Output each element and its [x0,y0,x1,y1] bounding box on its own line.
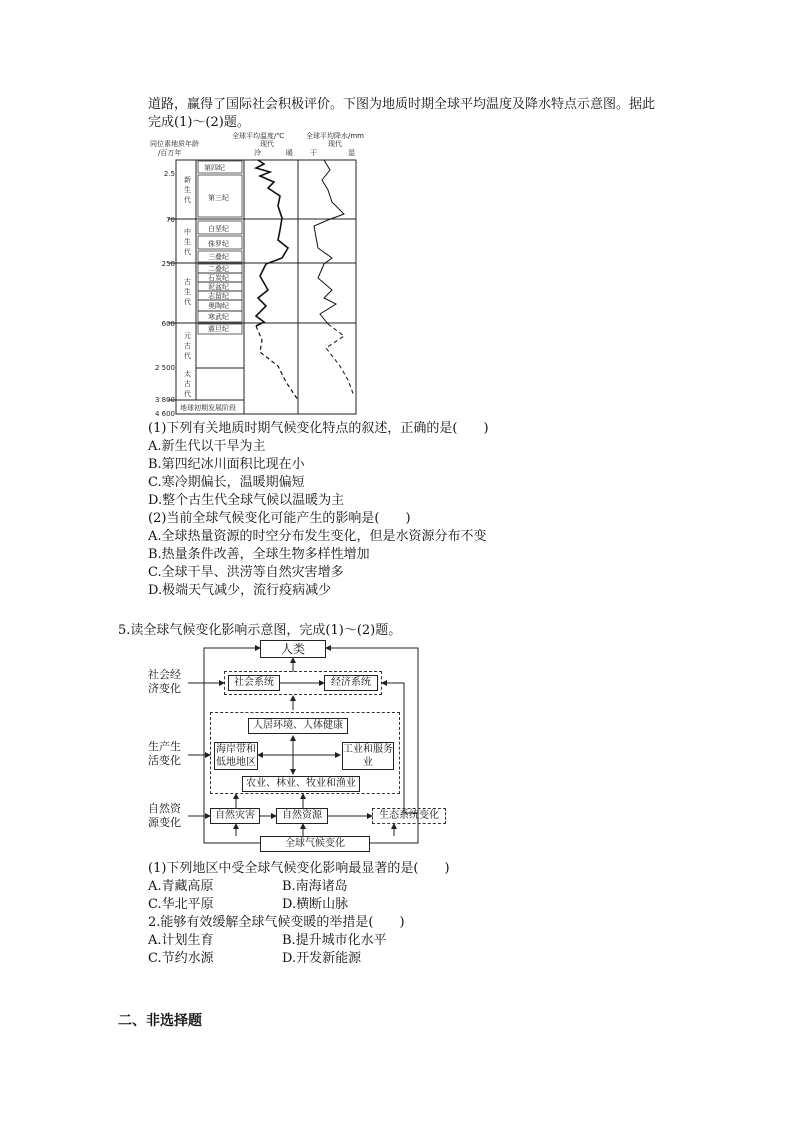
q4-1-option-b: B.第四纪冰川面积比现在小 [148,457,305,472]
age-3: 600 [161,320,175,328]
human-box: 人类 [260,640,326,658]
q5-1-option-c: C.华北平原 [148,897,214,912]
wet-label: 湿 [348,149,355,157]
q5-1-option-b: B.南海诸岛 [282,879,348,894]
climate-impact-diagram [148,638,458,860]
q4-2-option-a: A.全球热量资源的时空分布发生变化，但是水资源分布不变 [148,529,487,544]
economic-system-box: 经济系统 [324,675,378,691]
period-0: 第四纪 [204,164,225,172]
climate-change-box: 全球气候变化 [260,836,370,852]
resources-box: 自然资源 [276,808,328,824]
section-2-heading: 二、非选择题 [118,1013,202,1029]
q5-2-option-a: A.计划生育 [148,933,214,948]
period-6: 石炭纪 [208,274,229,282]
age-1: 70 [166,216,175,224]
q5-1-option-d: D.横断山脉 [282,897,349,912]
q5-2-stem: 2.能够有效缓解全球气候变暖的举措是( ) [148,915,405,930]
svg-text:生: 生 [184,238,191,246]
svg-text:古: 古 [184,342,191,350]
precip-now: 现代 [328,140,342,148]
period-2: 白垩纪 [208,225,229,233]
intro-line-2: 完成(1)～(2)题。 [148,115,250,130]
age-6: 4 600 [154,410,175,418]
svg-text:代: 代 [184,196,191,204]
age-5: 3 800 [154,396,175,404]
industry-box: 工业和服务业 [343,744,393,768]
col-temp-label: 全球平均温度/℃ [232,132,285,140]
period-10: 寒武纪 [208,313,229,321]
cold-label: 冷 [254,149,261,157]
age-0: 2.5 [163,170,175,178]
earliest-stage: 地球初期发展阶段 [180,404,236,412]
q4-1-option-a: A.新生代以干旱为主 [148,439,266,454]
svg-text:生: 生 [184,288,191,296]
q5-2-option-c: C.节约水源 [148,951,214,966]
side-label-life: 生产生活变化 [148,740,181,767]
living-env-box: 人居环境、人体健康 [248,718,348,734]
q5-1-stem: (1)下列地区中受全球气候变化影响最显著的是( ) [148,861,450,876]
q4-2-stem: (2)当前全球气候变化可能产生的影响是( ) [148,511,411,526]
q5-2-option-b: B.提升城市化水平 [282,933,387,948]
q4-2-option-b: B.热量条件改善，全球生物多样性增加 [148,547,370,562]
q4-2-option-d: D.极端天气减少，流行疫病减少 [148,583,332,598]
svg-text:代: 代 [184,298,191,306]
q4-1-stem: (1)下列有关地质时期气候变化特点的叙述，正确的是( ) [148,421,489,436]
period-3: 侏罗纪 [208,240,229,248]
disaster-box: 自然灾害 [210,808,260,824]
svg-text:中: 中 [184,228,191,236]
svg-text:元: 元 [184,332,191,340]
period-9: 奥陶纪 [208,302,229,310]
period-11: 震旦纪 [208,325,229,333]
period-7: 泥盆纪 [208,283,229,291]
svg-text:古: 古 [184,278,191,286]
geologic-climate-chart [148,130,368,420]
dry-label: 干 [310,149,317,157]
q5-2-option-d: D.开发新能源 [282,951,362,966]
col-age-unit: /百万年 [158,149,182,157]
q5-title: 5.读全球气候变化影响示意图，完成(1)～(2)题。 [118,623,402,638]
warm-label: 暖 [286,149,293,157]
q4-1-option-d: D.整个古生代全球气候以温暖为主 [148,493,345,508]
temp-now: 现代 [260,140,274,148]
q5-1-option-a: A.青藏高原 [148,879,214,894]
q4-1-option-c: C.寒冷期偏长，温暖期偏短 [148,475,305,490]
period-1: 第三纪 [208,194,229,202]
svg-text:代: 代 [184,248,191,256]
period-4: 三叠纪 [208,253,229,261]
col-age-label: 同位素地质年龄 [150,140,199,148]
agri-box: 农业、林业、牧业和渔业 [242,776,360,792]
svg-text:代: 代 [184,390,191,398]
svg-text:新: 新 [184,176,191,184]
svg-text:生: 生 [184,186,191,194]
q4-2-option-c: C.全球干旱、洪涝等自然灾害增多 [148,565,344,580]
age-2: 250 [161,260,175,268]
period-5: 二叠纪 [208,265,229,273]
coast-box: 海岸带和低地地区 [216,744,256,768]
period-8: 志留纪 [208,292,229,300]
side-label-social-econ: 社会经济变化 [148,668,181,695]
svg-text:代: 代 [184,352,191,360]
col-precip-label: 全球平均降水/mm [306,132,364,140]
svg-text:古: 古 [184,380,191,388]
side-label-nature: 自然资源变化 [148,802,181,829]
ecosystem-box: 生态系统变化 [372,808,446,824]
social-system-box: 社会系统 [228,675,280,691]
intro-line-1: 道路，赢得了国际社会积极评价。下图为地质时期全球平均温度及降水特点示意图。据此 [148,97,656,112]
age-4: 2 500 [154,364,175,372]
svg-text:太: 太 [184,370,191,378]
